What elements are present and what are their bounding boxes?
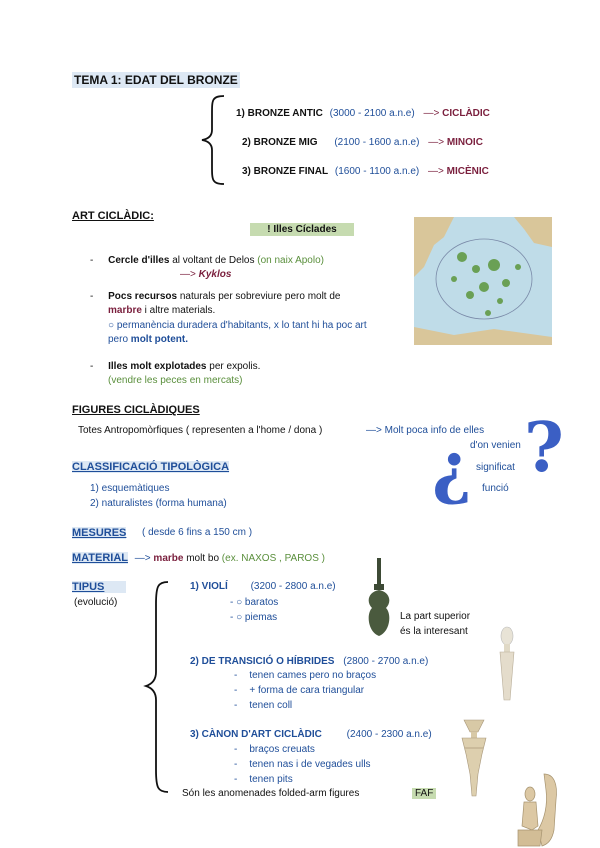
tipus-1-header: 1) VIOLÍ (3200 - 2800 a.n.e) — [190, 581, 336, 592]
period-culture: MICÈNIC — [446, 166, 489, 177]
mesures-text: ( desde 6 fins a 150 cm ) — [142, 527, 253, 538]
arrow: —> — [428, 137, 445, 148]
tipus-sub: (evolució) — [74, 597, 118, 608]
arrow: —> — [180, 269, 196, 280]
period-culture: MINOIC — [446, 137, 483, 148]
tipus-2-item: - tenen coll — [234, 700, 293, 711]
tipus-3-item: - tenen nas i de vegades ulls — [234, 759, 371, 770]
figures-line: Totes Antropomòrfiques ( representen a l'home / dona ) — [78, 425, 323, 436]
harp-player-figure-image — [514, 770, 560, 848]
folded-arm-figure-image — [456, 718, 492, 800]
faf-badge: FAF — [412, 788, 436, 799]
question-item: significat — [476, 462, 515, 473]
period-culture: CICLÀDIC — [442, 108, 490, 119]
violin-figure-image — [364, 556, 394, 638]
section-heading-art: ART CICLÀDIC: — [72, 210, 154, 222]
period-name: 2) BRONZE MIG — [242, 137, 318, 148]
period-range: (1600 - 1100 a.n.e) — [334, 166, 420, 177]
tipus-1-note: és la interesant — [400, 626, 468, 637]
period-row — [242, 137, 483, 148]
kyklos-word: Kyklos — [198, 269, 232, 280]
kyklos-line — [180, 269, 231, 280]
question-icon: ? — [524, 408, 564, 488]
brace-periods — [198, 94, 228, 186]
classif-item: 2) naturalistes (forma humana) — [90, 498, 227, 509]
cyclades-map-icon — [414, 217, 552, 345]
badge-illes: ! Illes Cíclades — [250, 223, 354, 236]
arrow: —> — [428, 166, 444, 177]
map-image — [414, 217, 552, 345]
section-heading-classif: CLASSIFICACIÓ TIPOLÒGICA — [72, 461, 230, 473]
tipus-1-item: - ○ piemas — [230, 612, 278, 623]
tipus-1-item: - ○ baratos — [230, 597, 279, 608]
tipus-3-item: - braços creuats — [234, 744, 315, 755]
tipus-3-item: - tenen pits — [234, 774, 293, 785]
page-title: TEMA 1: EDAT DEL BRONZE — [74, 73, 238, 87]
hybrid-figure-image — [492, 626, 522, 706]
material-line: MATERIAL —> marbe molt bo (ex. NAXOS , PAROS ) — [72, 552, 325, 564]
folded-arm-text: Són les anomenades folded-arm figures — [182, 788, 360, 799]
period-name: 3) BRONZE FINAL — [242, 166, 329, 177]
bullet-item: - Cercle d'illes al voltant de Delos (on naix Apolo) — [90, 255, 324, 266]
section-heading-material: MATERIAL — [72, 552, 129, 564]
bullet-item: - Illes molt explotades per expolis. — [90, 361, 261, 372]
figures-arrow-text: —> Molt poca info de elles — [366, 425, 485, 436]
classif-item: 1) esquemàtiques — [90, 483, 170, 494]
tipus-1-note: La part superior — [400, 611, 471, 622]
tipus-2-item: - + forma de cara triangular — [234, 685, 365, 696]
section-heading-figures: FIGURES CICLÀDIQUES — [72, 404, 200, 416]
tipus-2-header: 2) DE TRANSICIÓ O HÍBRIDES (2800 - 2700 a.n.e) — [190, 656, 429, 667]
bullet-note: pero molt potent. — [108, 334, 189, 345]
bullet-item: - Pocs recursos naturals per sobreviure pero molt de — [90, 291, 341, 302]
period-range: (2100 - 1600 a.n.e) — [334, 137, 420, 148]
arrow: —> — [423, 108, 440, 119]
tipus-3-header: 3) CÀNON D'ART CICLÀDIC (2400 - 2300 a.n.e) — [190, 729, 432, 740]
bullet-note: (vendre les peces en mercats) — [108, 375, 243, 386]
section-heading-mesures: MESURES — [72, 527, 127, 539]
section-heading-tipus: TIPUS — [72, 581, 126, 593]
question-item: d'on venien — [470, 440, 521, 451]
question-item: funció — [482, 483, 509, 494]
bullet-note: ○ permanència duradera d'habitants, x lo tant hi ha poc art — [108, 320, 367, 331]
period-range: (3000 - 2100 a.n.e) — [329, 108, 415, 119]
bullet-continuation: marbre i altre materials. — [108, 305, 216, 316]
tipus-2-item: - tenen cames pero no braços — [234, 670, 377, 681]
period-name: 1) BRONZE ANTIC — [236, 108, 323, 119]
period-row — [242, 166, 489, 177]
brace-tipus — [142, 580, 172, 794]
inverted-question-icon: ¿ — [432, 428, 472, 508]
period-row — [236, 108, 490, 119]
